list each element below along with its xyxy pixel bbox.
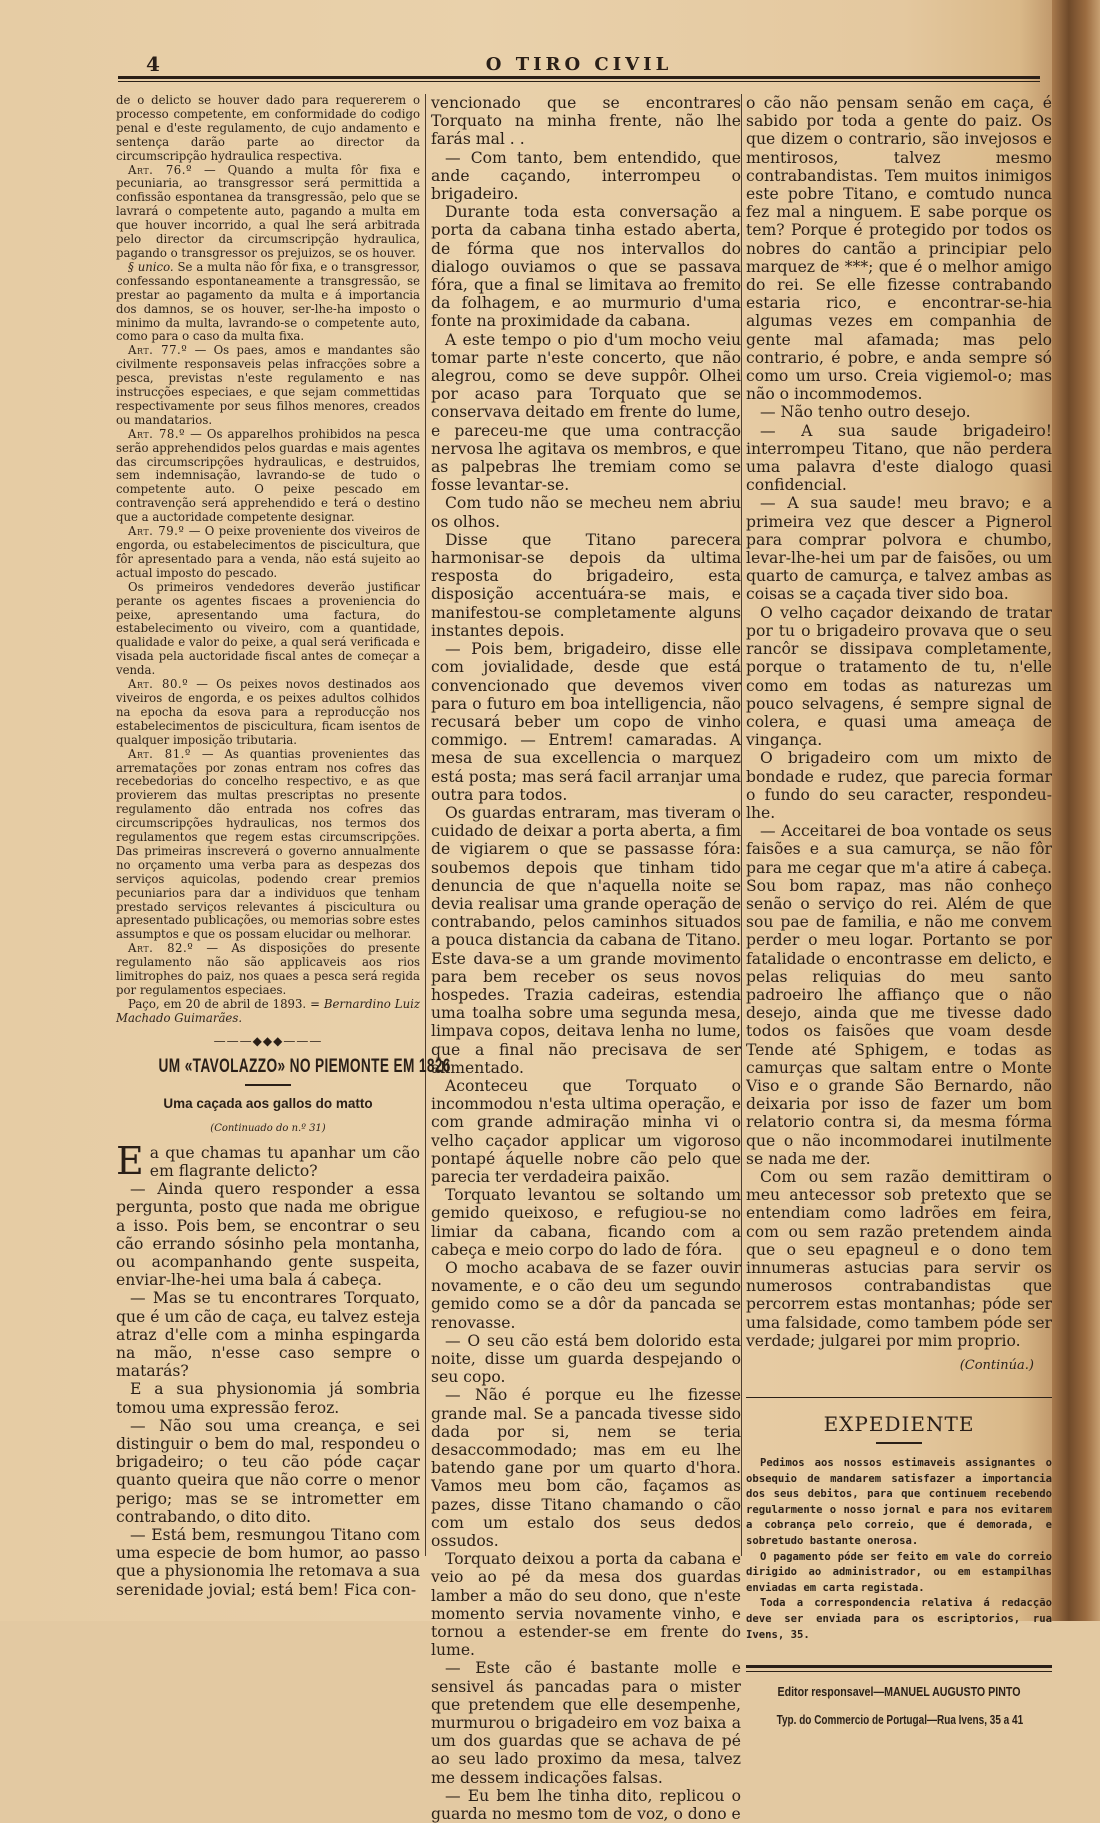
paragraph-unico: § unico. Se a multa não fôr fixa, e o transgressor, confessando espontaneamente a transgressão, se prestar ao pagamento da multa e á importancia dos damnos, se os houver, ser-lhe-ha imposto o minimo da multa, lavrando-se o competente auto, como para o caso da multa fixa. xyxy=(116,259,420,344)
story-paragraph: Com tudo não se mecheu nem abriu os olhos. xyxy=(431,494,741,531)
continued-note: (Continuado do n.º 31) xyxy=(210,1122,326,1134)
page-header xyxy=(118,52,1040,82)
story-paragraph: — Ainda quero responder a essa pergunta, posto que nada me obrigue a isso. Pois bem, se encontrar o seu cão errando sósinho pela montanha, ou acompanhando gente suspeita, enviar-lhe-hei uma bala á cabeça. xyxy=(116,1180,420,1290)
story-paragraph: Durante toda esta conversação a porta da cabana tinha estado aberta, de fórma que nos intervallos do dialogo ouviamos o que se passava fóra, que a final se limitava ao fremito da folhagem, e ao murmurio d'uma fonte na proximidade da cabana. xyxy=(431,203,741,331)
expediente-paragraph: Toda a correspondencia relativa á redacção deve ser enviada para os escriptorios, rua Ivens, 35. xyxy=(746,1597,1052,1641)
story-paragraph: A este tempo o pio d'um mocho veiu tomar parte n'este concerto, que não alegrou, como se deve suppôr. Olhei por acaso para Torquato que se conservava deitado em frente do lume, e pareceu-me que uma contracção nervosa lhe agitava os membros, e que as palpebras lhe tremiam como se fosse levantar-se. xyxy=(431,330,741,495)
column-3 xyxy=(746,94,1052,1727)
masthead-title: O TIRO CIVIL xyxy=(485,54,673,75)
column-1 xyxy=(116,93,451,1599)
story-column-3 xyxy=(746,94,1052,1350)
header-rule-thin xyxy=(118,81,1040,82)
expediente-notice xyxy=(746,1456,1052,1643)
footer-rule xyxy=(746,1665,1052,1668)
footer-rule-thin xyxy=(746,1671,1052,1672)
story-paragraph: O velho caçador deixando de tratar por tu o brigadeiro provava que o seu rancôr se dissipava completamente, porque o tratamento de tu, n'elle como em todas as naturezas um pouco selvagens, é sempre signal de colera, e quasi uma ameaça de vingança. xyxy=(746,603,1052,750)
article-79: Art. 79.º — O peixe proveniente dos viveiros de engorda, ou estabelecimentos de piscicultura, que fôr apresentado para a venda, não está sujeito ao actual imposto do pescado. xyxy=(116,524,420,580)
story-paragraph: — O seu cão está bem dolorido esta noite, disse um guarda despejando o seu copo. xyxy=(431,1331,741,1387)
signature-line: Paço, em 20 de abril de 1893. = Bernardino Luiz Machado Guimarães. xyxy=(116,996,420,1025)
article-79-paragraph: Os primeiros vendedores deverão justificar perante os agentes fiscaes a proveniencia do peixe, apresentando uma factura, do estabelecimento ou viveiro, com a quantidade, qualidade e valor do peixe, a qual será verificada e visada pela auctoridade fiscal antes de começar a venda. xyxy=(116,579,420,678)
column-2 xyxy=(431,94,741,1823)
story-paragraph: O brigadeiro com um mixto de bondade e rudez, que parecia formar o fundo do seu caracter, respondeu-lhe. xyxy=(746,749,1052,822)
story-paragraph: — Eu bem lhe tinha dito, replicou o guarda no mesmo tom de voz, o dono e xyxy=(431,1786,741,1823)
story-paragraph: — Não sou uma creança, e sei distinguir o bem do mal, respondeu o brigadeiro; o teu cão póde caçar quanto queira que não corre o menor perigo; mas se se intrometter em contrabando, o dito dito. xyxy=(116,1416,420,1526)
article-77: Art. 77.º — Os paes, amos e mandantes são civilmente responsaveis pelas infracções sobre a pesca, previstas n'este regulamento e nas instrucções especiaes, e que sejam commettidas respectivamente por seus filhos menores, creados ou mandatarios. xyxy=(116,343,420,427)
story-paragraph: — A sua saude! meu bravo; e a primeira vez que descer a Pignerol para comprar polvora e chumbo, levar-lhe-hei um par de faisões, ou um quarto de camurça, e talvez ambas as coisas se a caçada tiver sido boa. xyxy=(746,494,1052,604)
editor-line: Editor responsavel—MANUEL AUGUSTO PINTO xyxy=(777,1684,1021,1700)
story-column-1 xyxy=(116,1138,420,1599)
story-paragraph: o cão não pensam senão em caça, é sabido por toda a gente do paiz. Os que dizem o contrario, são invejosos e mentirosos, talvez mesmo contrabandistas. Tem muitos inimigos este pobre Titano, e comtudo nunca fez mal a ninguem. E sabe porque os tem? Porque é protegido por todos os nobres do cantão a principiar pelo marquez de ***; que é o melhor amigo do rei. Se elle fizesse contrabando estaria rico, e encontrar-se-hia algumas vezes em companhia de gente mal afamada; mas pelo contrario, é pobre, e anda sempre só como um urso. Creia vigiemol-o; mas não o incommodemos. xyxy=(746,94,1052,404)
expediente-title: EXPEDIENTE xyxy=(823,1412,975,1437)
column-divider-1 xyxy=(425,94,426,1556)
expediente-paragraph: O pagamento póde ser feito em vale do correio dirigido ao administrador, ou em estampilhas enviadas em carta registada. xyxy=(746,1550,1052,1594)
drop-cap: E xyxy=(116,1138,144,1183)
story-paragraph: — Não é porque eu lhe fizesse grande mal. Se a pancada tivesse sido dada por si, nem se teria desaccommodado; mas em eu lhe batendo gane por um quarto d'hora. Vamos meu bom cão, façamos as pazes, disse Titano chamando o cão com um estalo dos seus dedos ossudos. xyxy=(431,1386,741,1551)
section-ornament: ———◆◆◆——— xyxy=(213,1033,323,1048)
story-paragraph: — Mas se tu encontrares Torquato, que é um cão de caça, eu talvez esteja atraz d'elle com a minha espingarda na mão, n'esse caso sempre o matarás? xyxy=(116,1289,420,1381)
article-82: Art. 82.º — As disposições do presente regulamento não são applicaveis aos rios limitrophes do paiz, nos quaes a pesca será regida por regulamentos especiaes. xyxy=(116,941,420,997)
story-paragraph: Aconteceu que Torquato o incommodou n'esta ultima operação, e com grande admiração minha vi o velho caçador applicar um vigoroso pontapé áquelle nobre cão pelo que parecia ter verdadeira paixão. xyxy=(431,1076,741,1186)
regulation-text xyxy=(116,94,420,1026)
story-paragraph: — Com tanto, bem entendido, que ande caçando, interrompeu o brigadeiro. xyxy=(431,148,741,204)
expediente-paragraph: Pedimos aos nossos estimaveis assignantes o obsequio de mandarem satisfazer a importancia dos seus debitos, para que continuem recebendo regularmente o nosso jornal e para nos evitarem a cobrança pelo correio, que é demorada, e sobretudo bastante onerosa. xyxy=(746,1457,1052,1547)
story-column-2 xyxy=(431,94,741,1823)
story-paragraph: Torquato levantou se soltando um gemido queixoso, e refugiou-se no limiar da cabana, ficando com a cabeça e meio corpo do lado de fóra. xyxy=(431,1186,741,1259)
continua-note: (Continúa.) xyxy=(959,1358,1034,1374)
expediente-title-rule xyxy=(876,1442,922,1444)
header-rule xyxy=(118,76,1040,79)
story-paragraph: — A sua saude brigadeiro! interrompeu Titano, que não perdera uma palavra d'este dialogo quasi confidencial. xyxy=(746,421,1052,495)
story-paragraph: E a sua physionomia já sombria tomou uma expressão feroz. xyxy=(116,1380,420,1417)
article-subtitle: Uma caçada aos gallos do matto xyxy=(163,1095,373,1111)
story-paragraph: Disse que Titano parecera harmonisar-se depois da ultima resposta do brigadeiro, esta disposição accentuára-se mais, e manifestou-se completamente alguns instantes depois. xyxy=(431,530,741,640)
story-paragraph: — Está bem, resmungou Titano com uma especie de bom humor, ao passo que a physionomia lhe retomava a sua serenidade jovial; está bem! Fica con- xyxy=(116,1525,420,1599)
article-76: Art. 76.º — Quando a multa fôr fixa e pecuniaria, ao transgressor será permittida a confissão espontanea da transgressão, pelo que se lavrará o competente auto, pagando a multa em que houver incorrido, a qual lhe será arbitrada pelo director da circumscripção hydraulica, pagando o transgressor os prejuizos, se os houver. xyxy=(116,162,420,260)
story-paragraph: Ea que chamas tu apanhar um cão em flagrante delicto? xyxy=(116,1138,420,1183)
story-paragraph: — Pois bem, brigadeiro, disse elle com jovialidade, desde que está convencionado que devemos viver para o futuro em boa intelligencia, não recusará beber um copo de vinho commigo. — Entrem! camaradas. A mesa de sua excellencia o marquez está posta; mas será facil arranjar uma outra para todos. xyxy=(431,640,741,804)
page-number: 4 xyxy=(146,52,160,76)
article-81: Art. 81.º — As quantias provenientes das arrematações por zonas entram nos cofres das recebedorias do concelho respectivo, e as que provierem das multas prescriptas no presente regulamento dão entrada nos cofres das circumscripções hydraulicas, nos termos dos regulamentos que regem estas circumscripções. Das primeiras inscreverá o governo annualmente no orçamento uma verba para as despezas dos serviços aquicolas, podendo crear premios pecuniarios para dar a individuos que tenham prestado serviços relevantes á piscicultura ou apresentado publicações, ou memorias sobre estes assumptos e que os possam elucidar ou melhorar. xyxy=(116,746,420,942)
story-paragraph: vencionado que se encontrares Torquato na minha frente, não lhe farás mal . . xyxy=(431,94,741,149)
story-paragraph: Torquato deixou a porta da cabana e veio ao pé da mesa dos guardas lamber a mão do seu dono, que n'este momento servia novamente vinho, e tornou a estender-se em frente do lume. xyxy=(431,1550,741,1660)
story-paragraph: — Este cão é bastante molle e sensivel ás pancadas para o mister que pretendem que elle desempenhe, murmurou o brigadeiro em voz baixa a um dos guardas que se achava de pé ao seu lado proximo da mesa, talvez me dessem indicações falsas. xyxy=(431,1659,741,1787)
story-paragraph: O mocho acabava de se fazer ouvir novamente, e o cão deu um segundo gemido como se a dôr da pancada se renovasse. xyxy=(431,1259,741,1332)
article-title: UM «TAVOLAZZO» NO PIEMONTE EM 1826 xyxy=(158,1055,451,1077)
printer-line: Typ. do Commercio de Portugal—Rua Ivens, 35 a 41 xyxy=(776,1713,1024,1728)
story-paragraph: — Não tenho outro desejo. xyxy=(760,403,971,422)
page-fold-shadow xyxy=(1052,0,1100,1621)
article-78: Art. 78.º — Os apparelhos prohibidos na pesca serão apprehendidos pelos guardas e mais agentes das circumscripções hydraulicas, e destruidos, sem indemnisação, lavrando-se de tudo o competente auto. O peixe pescado em contravenção será apprehendido e terá o destino que a auctoridade competente designar. xyxy=(116,426,420,525)
law-paragraph: de o delicto se houver dado para requererem o processo competente, em conformidade do codigo penal e d'este regulamento, de cujo andamento e sentença darão parte ao director da circumscripção hydraulica respectiva. xyxy=(116,93,420,163)
article-80: Art. 80.º — Os peixes novos destinados aos viveiros de engorda, e os peixes adultos colhidos na epocha da esova para a reproducção nos estabelecimentos de piscicultura, ficam isentos de qualquer imposição tributaria. xyxy=(116,677,420,747)
title-rule xyxy=(245,1084,291,1086)
expediente-rule xyxy=(746,1397,1052,1398)
story-paragraph: — Acceitarei de boa vontade os seus faisões e a sua camurça, se não fôr para me cegar que m'a atire á cabeça. Sou bom rapaz, mas não conheço senão o serviço do rei. Além de que sou pae de familia, e não me convem perder o meu logar. Portanto se por fatalidade o encontrasse em delicto, e pelas reliquias do meu santo padroeiro lhe affianço que o não desejo, ainda que me tivesse dado todos os faisões que voam desde Tende até Sphigem, e todas as camurças que saltam entre o Monte Viso e o grande São Bernardo, não deixaria por isso de fazer um bom relatorio contra si, da mesma fórma que o não incommodarei inutilmente se nada me der. xyxy=(746,822,1052,1168)
column-divider-2 xyxy=(741,94,742,1556)
story-paragraph: Com ou sem razão demittiram o meu antecessor sob pretexto que se entendiam como ladrões em feira, com ou sem razão pretendem ainda que o seu epagneul e o dono tem innumeras astucias para servir os numerosos contrabandistas que percorrem estas montanhas; póde ser uma falsidade, como tambem póde ser verdade; julgarei por mim proprio. xyxy=(746,1167,1052,1350)
story-paragraph: Os guardas entraram, mas tiveram o cuidado de deixar a porta aberta, a fim de vigiarem o que se passasse fóra: soubemos depois que tinham tido denuncia de que n'aquella noite se devia realisar uma grande operação de contrabando, pelos caminhos situados a pouca distancia da cabana de Titano. Este dava-se a um grande movimento para bem receber os seus novos hospedes. Trazia cadeiras, estendia uma toalha sobre uma segunda mesa, limpava copos, deitava lenha no lume, que a final não precisava de ser alimentado. xyxy=(431,803,741,1077)
